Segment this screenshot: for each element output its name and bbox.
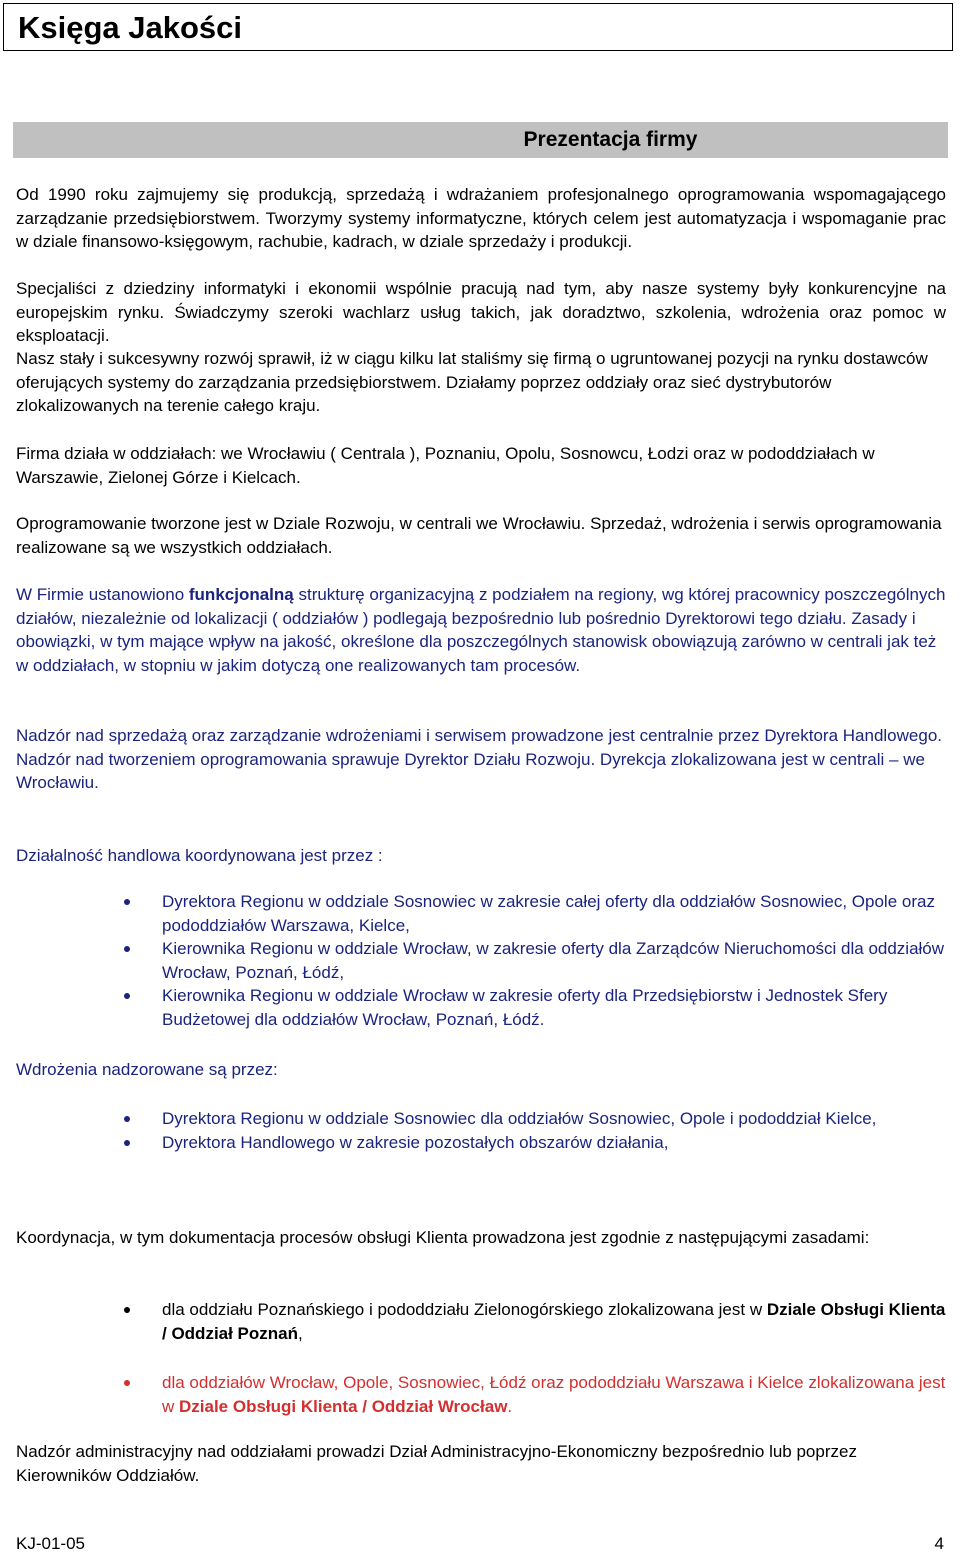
bullet-icon xyxy=(124,1380,130,1386)
coordination-list-red xyxy=(16,1371,946,1418)
list-item xyxy=(16,937,946,984)
paragraph-software: Oprogramowanie tworzone jest w Dziale Rozwoju, w centrali we Wrocławiu. Sprzedaż, wdrożenia i serwis oprogramowania realizowane są we wszystkich oddziałach. xyxy=(16,514,942,557)
section-heading: Prezentacja firmy xyxy=(523,128,698,151)
paragraph-intro: Od 1990 roku zajmujemy się produkcją, sprzedażą i wdrażaniem profesjonalnego oprogramowania wspomagającego zarządzanie przedsiębiorstwem. Tworzymy systemy informatyczne, których celem jest automatyzacja i wspomaganie prac w dziale finansowo-księgowym, rachubie, kadrach, w dziale sprzedaży i produkcji. xyxy=(16,185,946,251)
list-item-text: Kierownika Regionu w oddziale Wrocław, w zakresie oferty dla Zarządców Nieruchomości dla oddziałów Wrocław, Poznań, Łódź, xyxy=(162,939,945,982)
list-item-bold: Dziale Obsługi Klienta / Oddział Wrocław xyxy=(179,1396,508,1416)
list-item xyxy=(16,1371,946,1418)
document-title: Księga Jakości xyxy=(18,10,243,45)
list-item-end: . xyxy=(507,1396,513,1416)
list-item xyxy=(16,984,946,1031)
list-item-text: dla oddziału Poznańskiego i pododdziału Zielonogórskiego zlokalizowana jest w xyxy=(162,1300,767,1319)
implementation-list xyxy=(16,1107,946,1154)
footer-page-number: 4 xyxy=(934,1534,944,1553)
structure-text-start: W Firmie ustanowiono xyxy=(16,585,189,604)
list-item-text: Kierownika Regionu w oddziale Wrocław w zakresie oferty dla Przedsiębiorstw i Jednostek Sfery Budżetowej dla oddziałów Wrocław, Poznań, Łódź. xyxy=(162,986,888,1029)
paragraph-supervision: Nadzór nad sprzedażą oraz zarządzanie wdrożeniami i serwisem prowadzone jest centralnie przez Dyrektora Handlowego. Nadzór nad tworzeniem oprogramowania sprawuje Dyrektor Działu Rozwoju. Dyrekcja zlokalizowana jest w centrali – we Wrocławiu. xyxy=(16,726,943,792)
bullet-icon xyxy=(124,946,130,952)
bullet-icon xyxy=(124,899,130,905)
paragraph-branches: Firma działa w oddziałach: we Wrocławiu ( Centrala ), Poznaniu, Opolu, Sosnowcu, Łodzi oraz w pododdziałach w Warszawie, Zielonej Górze i Kielcach. xyxy=(16,444,875,487)
structure-text-rest: strukturę organizacyjną z podziałem na regiony, wg której pracownicy poszczególnych działów, niezależnie od lokalizacji ( oddziałów ) podlegają bezpośrednio lub pośrednio Dyrektorowi tego działu. Zasady i obowiązki, w tym mające wpływ na jakość, określone dla poszczególnych stanowisk obowiązują zarówno w centrali jak też w oddziałach, w stopniu w jakim dotyczą one realizowanych tam procesów. xyxy=(16,585,946,675)
paragraph-admin: Nadzór administracyjny nad oddziałami prowadzi Dział Administracyjno-Ekonomiczny bezpośrednio lub poprzez Kierowników Oddziałów. xyxy=(16,1442,857,1485)
paragraph-coordination: Koordynacja, w tym dokumentacja procesów obsługi Klienta prowadzona jest zgodnie z następującymi zasadami: xyxy=(16,1228,870,1247)
list-item xyxy=(16,1131,946,1155)
list-item xyxy=(16,1107,946,1131)
footer-doc-code: KJ-01-05 xyxy=(16,1534,85,1553)
list-item-text: dla oddziałów Wrocław, Opole, Sosnowiec, Łódź oraz pododdziału Warszawa i Kielce zlokalizowana jest w xyxy=(162,1373,946,1416)
coordination-list xyxy=(16,1298,946,1345)
list-item-bold: Dziale Obsługi Klienta / Oddział Poznań xyxy=(162,1300,946,1343)
list-item xyxy=(16,1298,946,1345)
list-item xyxy=(16,890,946,937)
list-item-end: , xyxy=(298,1323,303,1343)
paragraph-growth: Nasz stały i sukcesywny rozwój sprawił, iż w ciągu kilku lat staliśmy się firmą o ugruntowanej pozycji na rynku dostawców oferujących systemy do zarządzania przedsiębiorstwem. Działamy poprzez oddziały oraz sieć dystrybutorów zlokalizowanych na terenie całego kraju. xyxy=(16,349,928,415)
bullet-icon xyxy=(124,993,130,999)
paragraph-implementation: Wdrożenia nadzorowane są przez: xyxy=(16,1060,278,1079)
bullet-icon xyxy=(124,1140,130,1146)
sales-coordination-list xyxy=(16,890,946,1031)
list-item-text: Dyrektora Handlowego w zakresie pozostałych obszarów działania, xyxy=(162,1132,669,1152)
document-header-box xyxy=(3,3,953,51)
bullet-icon xyxy=(124,1116,130,1122)
paragraph-sales-coordination: Działalność handlowa koordynowana jest przez : xyxy=(16,846,383,865)
bullet-icon xyxy=(124,1307,130,1313)
structure-bold-term: funkcjonalną xyxy=(188,585,294,604)
paragraph-specialists: Specjaliści z dziedziny informatyki i ekonomii wspólnie pracują nad tym, aby nasze systemy były konkurencyjne na europejskim rynku. Świadczymy szeroki wachlarz usług takich, jak doradztwo, szkolenia, wdrożenia oraz pomoc w eksploatacji. xyxy=(16,279,946,345)
list-item-text: Dyrektora Regionu w oddziale Sosnowiec dla oddziałów Sosnowiec, Opole i pododdział Kielce, xyxy=(162,1109,877,1128)
paragraph-structure xyxy=(16,583,946,677)
list-item-text: Dyrektora Regionu w oddziale Sosnowiec w zakresie całej oferty dla oddziałów Sosnowiec, Opole oraz pododdziałów Warszawa, Kielce, xyxy=(162,892,935,935)
section-heading-bar xyxy=(13,122,948,158)
